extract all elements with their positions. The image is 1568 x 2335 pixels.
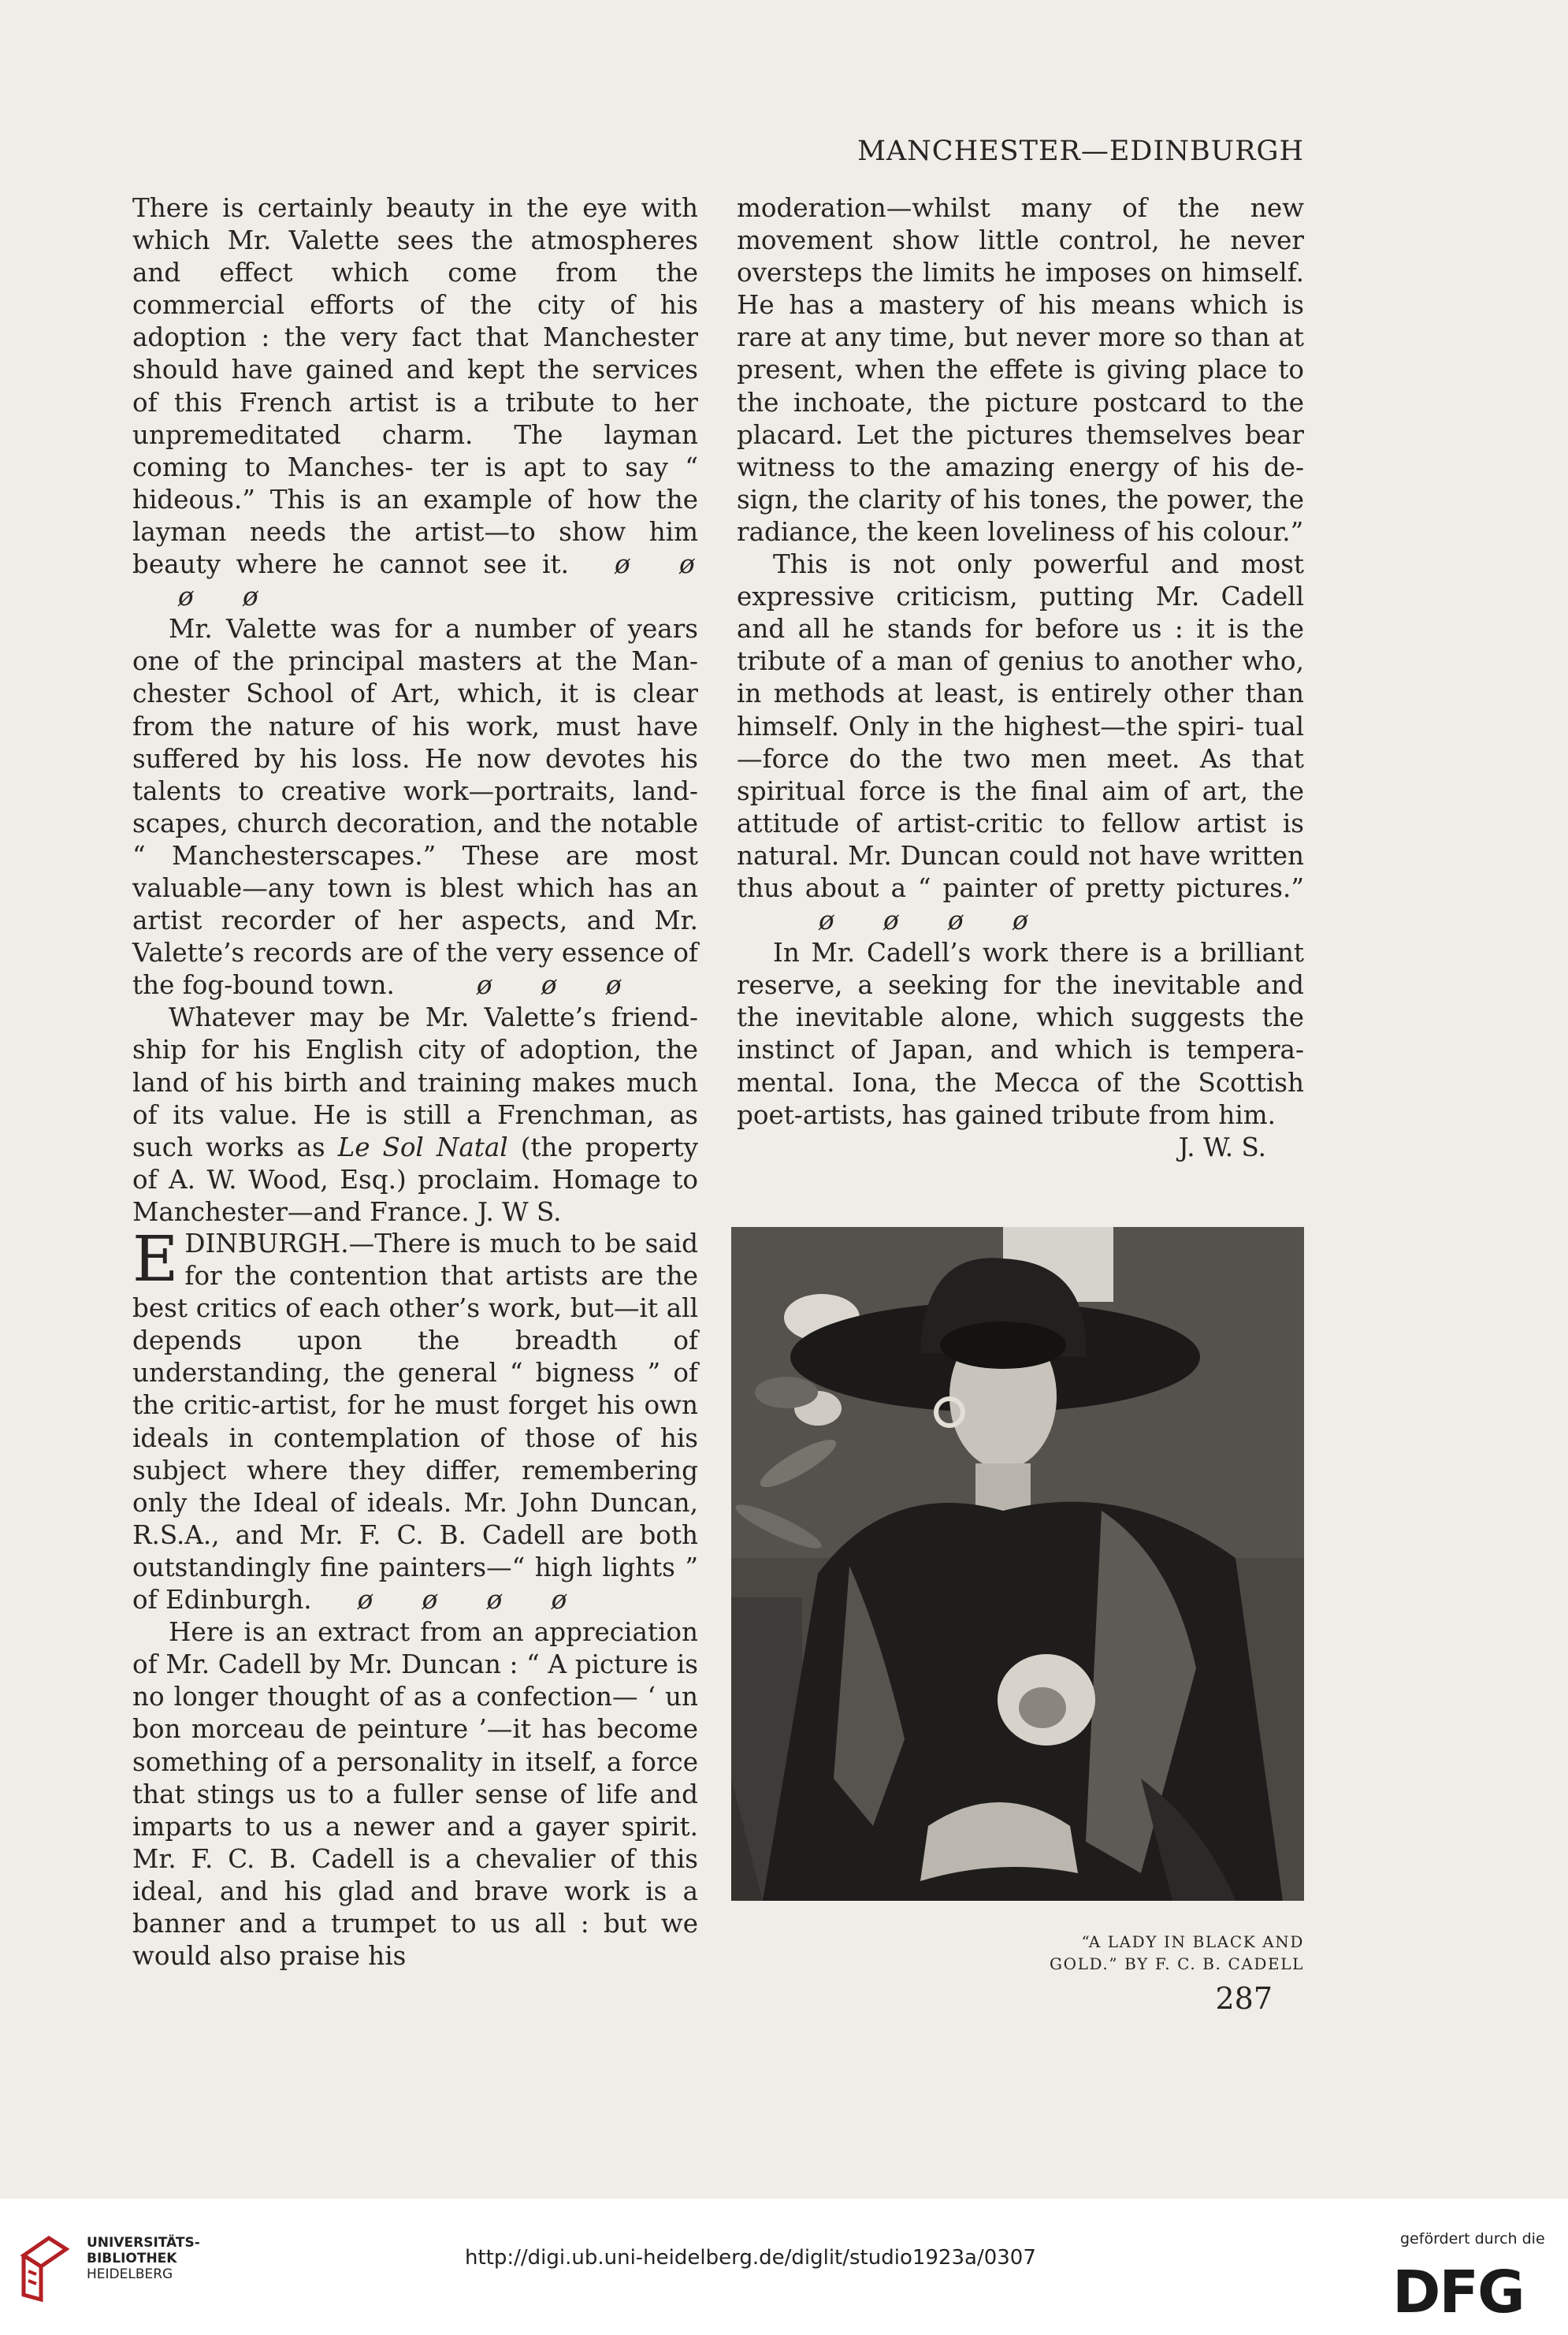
paragraph-text: Whatever may be Mr. Valette’s friend- ship for his English city of adoption, the land of his birth and training makes much of its value. He is still a Frenchman, as such works as: [132, 1002, 698, 1162]
ornament-icon: ø: [679, 549, 695, 580]
running-head: MANCHESTER—EDINBURGH: [857, 136, 1304, 167]
paragraph-text: Mr. Valette was for a number of years one of the principal masters at the Man- chester School of Art, which, it is clear from the nature of his work, must have suffered by his loss. He now devotes his talents to creative work—portraits, land- scapes, church decoration, and the notable “ Manchesterscapes.” These are most valuable—any town is blest which has an artist recorder of her aspects, and Mr. Valette’s records are of the very essence of the fog-bound town.: [132, 614, 698, 1001]
drop-cap: E: [132, 1222, 179, 1296]
library-line: HEIDELBERG: [87, 2266, 173, 2282]
paragraph: [132, 1002, 698, 1229]
painting-image: [731, 1227, 1304, 1901]
source-url-link[interactable]: http://digi.ub.uni-heidelberg.de/diglit/studio1923a/0307: [465, 2246, 1036, 2270]
right-column: [737, 192, 1304, 1164]
ornament-icon: ø: [541, 970, 557, 1001]
funding-note: gefördert durch die: [1400, 2230, 1545, 2248]
ornament-icon: ø: [948, 905, 964, 936]
signature: J. W. S.: [1178, 1132, 1266, 1162]
paragraph: In Mr. Cadell’s work there is a brilliant reserve, a seeking for the inevitable and the inevitable alone, which suggests the instinct of Japan, and which is tempera- mental. Iona, the Mecca of the Scottish poet-artists, has gained tribute from him.: [737, 938, 1304, 1130]
paragraph-text: DINBURGH.—There is much to be said for the contention that artists are the best critics of each other’s work, but—it all depends upon the breadth of understanding, the general “ bigness ” of the critic-artist, for he must forget his own ideals in contemplation of those of his subject where they differ, remembering only the Ideal of ideals. Mr. John Duncan, R.S.A., and Mr. F. C. B. Cadell are both outstandingly fine painters—“ high lights ” of Edinburgh.: [132, 1229, 698, 1616]
paragraph-text: (the property of A. W. Wood, Esq.) proclaim. Homage to Manchester—and France. J. W S.: [132, 1132, 699, 1227]
paragraph: [132, 1222, 698, 1616]
ornament-icon: ø: [551, 1585, 567, 1616]
caption-line: “A LADY IN BLACK AND: [1081, 1932, 1304, 1951]
ornament-icon: ø: [422, 1585, 438, 1616]
paragraph-text: There is certainly beauty in the eye with which Mr. Valette sees the atmospheres and effect which come from the commercial efforts of the city of his adoption : the very fact that Manchester should have gained and kept the services of this French artist is a tribute to her unpremeditated charm. The layman coming to Manches- ter is apt to say “ hideous.” This is an example of how the layman needs the artist—to show him beauty where he cannot see it.: [132, 193, 698, 580]
library-line: BIBLIOTHEK: [87, 2251, 177, 2266]
paragraph: moderation—whilst many of the new movement show little control, he never oversteps the limits he imposes on himself. He has a mastery of his means which is rare at any time, but never more so than at present, when the effete is giving place to the inchoate, the picture postcard to the placard. Let the pictures themselves bear witness to the amazing energy of his de- sign, the clarity of his tones, the power, the radiance, the keen loveliness of his colour.”: [737, 193, 1304, 547]
ornament-icon: ø: [357, 1585, 373, 1616]
ornament-icon: ø: [1013, 905, 1028, 936]
page-number: 287: [1215, 1981, 1273, 2016]
painting-illustration: [731, 1227, 1304, 1901]
ornament-icon: ø: [605, 970, 622, 1001]
dfg-logo-text: DFG: [1392, 2260, 1524, 2320]
figure-caption: [898, 1931, 1304, 1975]
left-column-edinburgh: [132, 1222, 698, 1972]
artwork-title: Le Sol Natal: [337, 1132, 508, 1162]
paragraph: [132, 613, 698, 1002]
ornament-icon: ø: [178, 582, 194, 612]
ornament-icon: ø: [243, 582, 258, 612]
ornament-icon: ø: [486, 1585, 503, 1616]
library-name: [87, 2235, 200, 2282]
ornament-icon: ø: [883, 905, 899, 936]
left-column-manchester: [132, 192, 698, 1229]
dfg-logo-icon: [1391, 2260, 1533, 2320]
paragraph: [132, 192, 698, 613]
library-logo-icon: [17, 2232, 72, 2303]
caption-line: GOLD.” BY F. C. B. CADELL: [1050, 1954, 1304, 1973]
library-line: UNIVERSITÄTS-: [87, 2235, 200, 2251]
digitization-footer: [0, 2199, 1568, 2335]
paragraph: Here is an extract from an appreciation of Mr. Cadell by Mr. Duncan : “ A picture is no longer thought of as a confection— ‘ un bon morceau de peinture ’—it has become something of a personality in itself, a force that stings us to a fuller sense of life and imparts to us a newer and a gayer spirit. Mr. F. C. B. Cadell is a chevalier of this ideal, and his glad and brave work is a banner and a trumpet to us all : but we would also praise his: [132, 1617, 698, 1972]
ornament-icon: ø: [476, 970, 492, 1001]
ornament-icon: ø: [819, 905, 834, 936]
paragraph-text: This is not only powerful and most expressive criticism, putting Mr. Cadell and all he stands for before us : it is the tribute of a man of genius to another who, in methods at least, is entirely other than himself. Only in the highest—the spiri- tual—force do the two men meet. As that spiritual force is the final aim of art, the attitude of artist-critic to fellow artist is natural. Mr. Duncan could not have written thus about a “ painter of pretty pictures.”: [737, 549, 1304, 903]
paragraph: [737, 548, 1304, 937]
ornament-icon: ø: [615, 549, 630, 580]
